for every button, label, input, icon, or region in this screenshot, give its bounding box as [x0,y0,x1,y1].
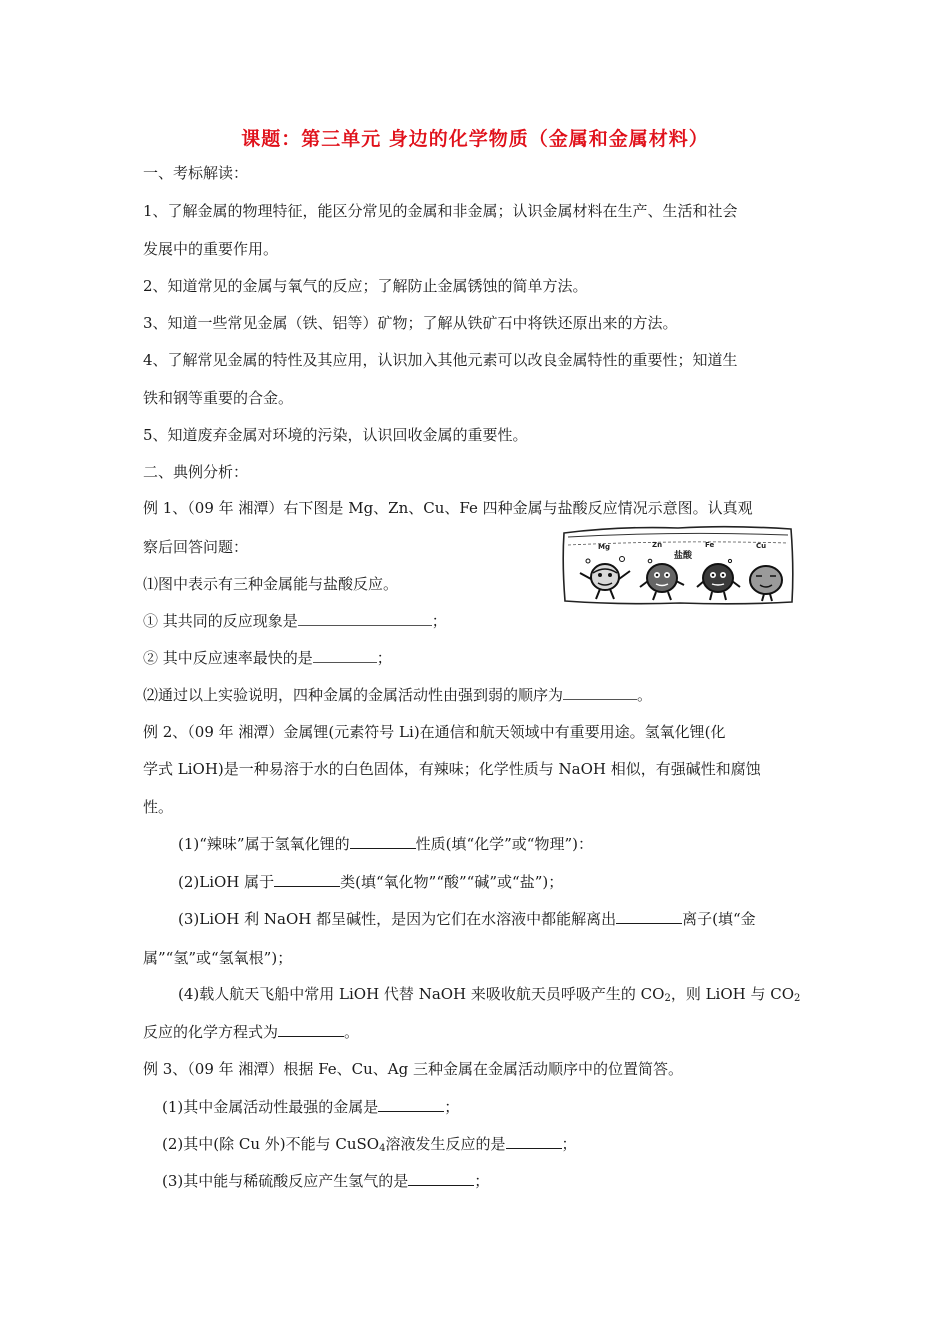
label-acid: 盐酸 [674,551,693,561]
page-title: 课题：第三单元 身边的化学物质（金属和金属材料） [241,128,709,150]
answer-blank[interactable] [378,1097,444,1112]
objective-4-line2: 铁和钢等重要的合金。 [143,389,294,407]
section-heading-2: 二、典例分析： [143,463,249,481]
answer-blank[interactable] [350,834,416,849]
example-2-line2: 学式 LiOH)是一种易溶于水的白色固体，有辣味；化学性质与 NaOH 相似，有强碱性和腐蚀 [143,760,761,778]
example-2-question-4: (4)载人航天飞船中常用 LiOH 代替 NaOH 来吸收航天员呼吸产生的 $CO_2$，则 LiOH 与 $CO_2$ [178,985,801,1004]
example-2-question-3-line2: 属”“氢”或“氢氧根”)； [143,949,293,967]
example-1-question-1a: ① 其共同的反应现象是 ； [143,612,447,630]
example-1-question-1: ⑴图中表示有三种金属能与盐酸反应。 [143,575,399,593]
label-cu: Cu [756,542,767,550]
answer-blank[interactable] [616,909,682,924]
example-3-question-2: (2)其中(除 Cu 外)不能与 CuSO$_4$溶液发生反应的是 ； [162,1135,577,1154]
reaction-illustration [560,523,796,607]
objective-2: 2、知道常见的金属与氧气的反应；了解防止金属锈蚀的简单方法。 [143,277,588,295]
answer-blank[interactable] [408,1171,474,1186]
answer-blank[interactable] [298,611,432,626]
example-2-question-3: (3)LiOH 利 NaOH 都呈碱性，是因为它们在水溶液中都能解离出 离子(填“金 [178,910,756,928]
fe-character [697,559,740,600]
example-2-question-1: (1)“辣味”属于氢氧化锂的 性质(填“化学”或“物理”)： [178,835,593,853]
answer-blank[interactable] [506,1134,562,1149]
section-heading-1: 一、考标解读： [143,164,249,182]
answer-blank[interactable] [313,648,377,663]
example-1-question-2: ⑵通过以上实验说明，四种金属的金属活动性由强到弱的顺序为 。 [143,686,653,704]
example-2-line3: 性。 [143,798,174,816]
example-2-question-2: (2)LiOH 属于 类(填“氧化物”“酸”“碱”或“盐”)； [178,873,564,891]
objective-4-line1: 4、了解常见金属的特性及其应用，认识加入其他元素可以改良金属特性的重要性；知道生 [143,351,738,369]
objective-1-line1: 1、了解金属的物理特征，能区分常见的金属和非金属；认识金属材料在生产、生活和社会 [143,202,738,220]
label-zn: Zn [652,541,663,549]
cu-character [750,566,782,601]
metal-acid-reaction-figure [560,523,796,607]
label-mg: Mg [598,543,610,551]
example-1-question-1b: ② 其中反应速率最快的是 ； [143,649,392,667]
example-2-line1: 例 2、（09 年 湘潭）金属锂(元素符号 Li)在通信和航天领域中有重要用途。氢氧化锂(化 [143,723,726,741]
objective-3: 3、知道一些常见金属（铁、铝等）矿物；了解从铁矿石中将铁还原出来的方法。 [143,314,678,332]
example-2-question-4-line2: 反应的化学方程式为 。 [143,1023,360,1041]
example-3-question-1: (1)其中金属活动性最强的金属是 ； [162,1098,460,1116]
example-3-question-3: (3)其中能与稀硫酸反应产生氢气的是 ； [162,1172,490,1190]
example-1-line1: 例 1、（09 年 湘潭）右下图是 Mg、Zn、Cu、Fe 四种金属与盐酸反应情况示意图。认真观 [143,499,753,517]
answer-blank[interactable] [563,685,637,700]
zn-character [640,559,684,600]
answer-blank[interactable] [278,1022,344,1037]
example-1-line2: 察后回答问题： [143,538,249,556]
example-3-line1: 例 3、（09 年 湘潭）根据 Fe、Cu、Ag 三种金属在金属活动顺序中的位置简答。 [143,1060,684,1078]
objective-1-line2: 发展中的重要作用。 [143,240,279,258]
objective-5: 5、知道废弃金属对环境的污染，认识回收金属的重要性。 [143,426,528,444]
answer-blank[interactable] [274,872,340,887]
mg-character [580,557,630,600]
label-fe: Fe [705,541,715,549]
